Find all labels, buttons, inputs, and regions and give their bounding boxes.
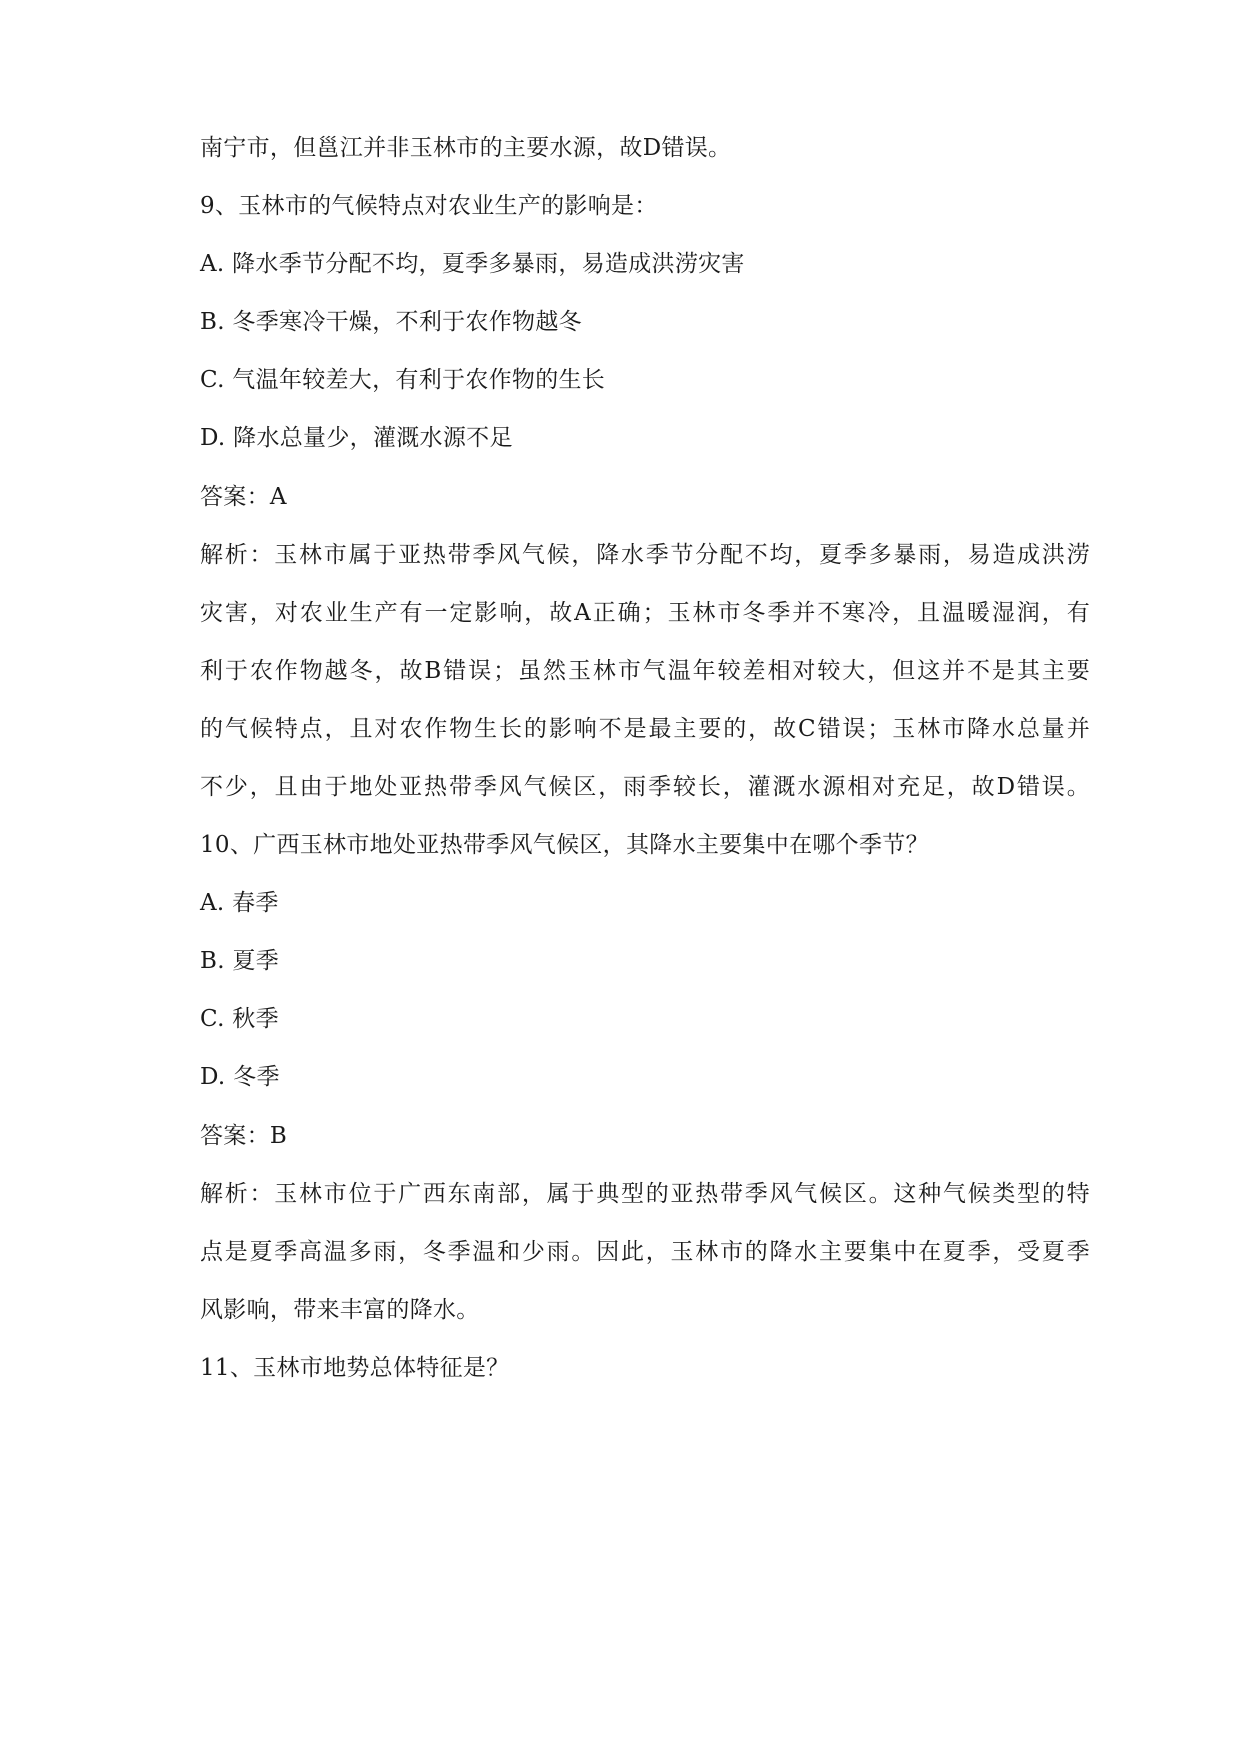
option-d: D. 降水总量少，灌溉水源不足	[200, 425, 513, 451]
explanation-line: 风影响，带来丰富的降水。	[200, 1297, 480, 1323]
explanation-line: 解析：玉林市位于广西东南部，属于典型的亚热带季风气候区。这种气候类型的特	[200, 1181, 1090, 1207]
answer: 答案：B	[200, 1123, 288, 1149]
option-c: C. 气温年较差大，有利于农作物的生长	[200, 367, 606, 393]
question-9: 9、玉林市的气候特点对农业生产的影响是：	[200, 193, 658, 219]
explanation-line: 灾害，对农业生产有一定影响，故A正确；玉林市冬季并不寒冷，且温暖湿润，有	[200, 600, 1090, 626]
explanation-line: 利于农作物越冬，故B错误；虽然玉林市气温年较差相对较大，但这并不是其主要	[200, 658, 1090, 684]
option-d: D. 冬季	[200, 1064, 280, 1090]
explanation-line: 的气候特点，且对农作物生长的影响不是最主要的，故C错误；玉林市降水总量并	[200, 716, 1090, 742]
option-a: A. 春季	[200, 890, 279, 916]
option-b: B. 冬季寒冷干燥，不利于农作物越冬	[200, 309, 582, 335]
text-line: 南宁市，但邕江并非玉林市的主要水源，故D错误。	[200, 135, 732, 161]
option-a: A. 降水季节分配不均，夏季多暴雨，易造成洪涝灾害	[200, 251, 745, 277]
explanation-line: 不少，且由于地处亚热带季风气候区，雨季较长，灌溉水源相对充足，故D错误。	[200, 774, 1090, 800]
question-11: 11、玉林市地势总体特征是？	[200, 1355, 510, 1381]
option-c: C. 秋季	[200, 1006, 279, 1032]
option-b: B. 夏季	[200, 948, 280, 974]
explanation-line: 解析：玉林市属于亚热带季风气候，降水季节分配不均，夏季多暴雨，易造成洪涝	[200, 542, 1090, 568]
answer: 答案：A	[200, 484, 287, 510]
explanation-line: 点是夏季高温多雨，冬季温和少雨。因此，玉林市的降水主要集中在夏季，受夏季	[200, 1239, 1090, 1265]
question-10: 10、广西玉林市地处亚热带季风气候区，其降水主要集中在哪个季节？	[200, 832, 929, 858]
